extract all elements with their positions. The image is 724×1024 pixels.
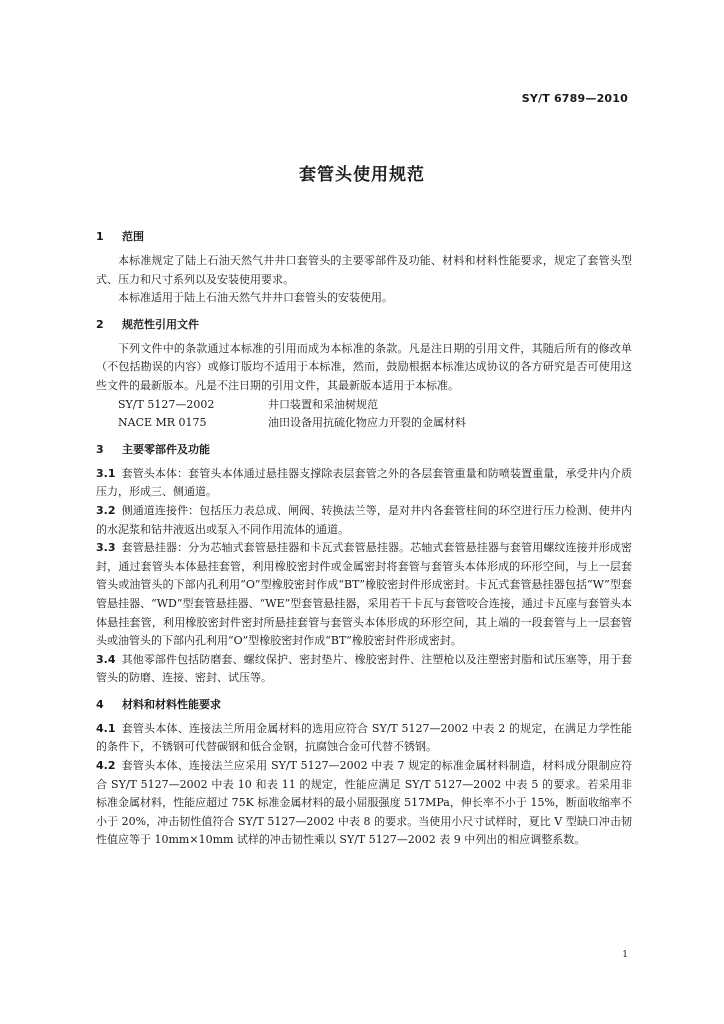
clause-text: 侧通道连接件：包括压力表总成、闸阀、转换法兰等，是对井内各套管柱间的环空进行压力检测、使井内的水泥浆和钻井液返出或泵入不同作用流体的通道。: [96, 503, 632, 536]
reference-code: NACE MR 0175: [118, 416, 207, 430]
clause-number: 3.4: [96, 652, 116, 666]
clause-text: 套管头本体：套管头本体通过悬挂器支撑除表层套管之外的各层套管重量和防喷装置重量，承受井内介质压力，形成三、侧通道。: [96, 466, 632, 499]
clause-text: 其他零部件包括防磨套、螺纹保护、密封垫片、橡胶密封件、注塑枪以及注塑密封脂和试压塞等，用于套管头的防磨、连接、密封、试压等。: [96, 652, 632, 685]
section-4-heading: [96, 696, 632, 714]
reference-code: SY/T 5127—2002: [118, 397, 215, 411]
clause-paragraph: [96, 720, 632, 757]
clause-text: 套管悬挂器：分为芯轴式套管悬挂器和卡瓦式套管悬挂器。芯轴式套管悬挂器与套管用螺纹连接并形成密封，通过套管头本体悬挂套管，利用橡胶密封件或金属密封将套管与套管头本体形成的环形空间，与上一层套管头或油管头的下部内孔利用“O”型橡胶密封作成“BT”橡胶密封件形成密封。卡瓦式套管悬挂器包括“W”型套管悬挂器、“WD”型套管悬挂器、“WE”型套管悬挂器，采用若干卡瓦与套管咬合连接，通过卡瓦座与套管头本体悬挂套管，利用橡胶密封件密封所悬挂套管与套管头本体形成的环形空间，其上端的一段套管与上一层套管头或油管头的下部内孔利用“O”型橡胶密封作成“BT”橡胶密封件形成密封。: [96, 541, 632, 648]
clause-paragraph: [96, 757, 632, 850]
standard-code: SY/T 6789—2010: [521, 92, 628, 105]
clause-paragraph: [96, 539, 632, 651]
section-title: 范围: [122, 230, 144, 243]
section-title: 主要零部件及功能: [122, 442, 210, 456]
section-2-heading: [96, 316, 632, 334]
section-number: 4: [96, 697, 104, 711]
document-body: [96, 228, 632, 850]
clause-paragraph: [96, 502, 632, 539]
section-number: 3: [96, 442, 104, 456]
scope-paragraph: 本标准适用于陆上石油天然气井井口套管头的安装使用。: [118, 291, 393, 305]
clause-paragraph: [96, 465, 632, 502]
page-number: 1: [622, 950, 628, 960]
clause-text: 套管头本体、连接法兰所用金属材料的选用应符合 SY/T 5127—2002 中表 2 的规定，在满足力学性能的条件下，不锈钢可代替碳钢和低合金钢，抗腐蚀合金可代替不锈钢。: [96, 721, 632, 754]
reference-title: 井口装置和采油树规范: [268, 397, 378, 411]
section-title: 规范性引用文件: [122, 317, 199, 331]
scope-paragraph: 本标准规定了陆上石油天然气井井口套管头的主要零部件及功能、材料和材料性能要求，规定了套管头型式、压力和尺寸系列以及安装使用要求。: [96, 254, 632, 286]
clause-text: 套管头本体、连接法兰应采用 SY/T 5127—2002 中表 7 规定的标准金属材料制造，材料成分限制应符合 SY/T 5127—2002 中表 10 和表 11 的规定，性能应满足 SY/T 5127—2002 中表 5 的要求。若采用非标准金属材料，性能应超过 75K 标准金属材料的最小屈服强度 517MPa，伸长率不小于 15%，断面收缩率不小于 20%，冲击韧性值符合 SY/T 5127—2002 中表 8 的要求。当使用小尺寸试样时，夏比 V 型缺口冲击韧性值应等于 10mm×10mm 试样的冲击韧性乘以 SY/T 5127—2002 表 9 中列出的相应调整系数。: [96, 759, 632, 847]
clause-number: 4.2: [96, 759, 116, 773]
section-3-heading: [96, 441, 632, 459]
section-number: 1: [96, 230, 104, 243]
normative-reference: [96, 414, 632, 433]
section-title: 材料和材料性能要求: [122, 697, 221, 711]
section-1-heading: [96, 228, 632, 246]
normative-intro-paragraph: 下列文件中的条款通过本标准的引用而成为本标准的条款。凡是注日期的引用文件，其随后所有的修改单（不包括勘误的内容）或修订版均不适用于本标准，然而，鼓励根据本标准达成协议的各方研究是否可使用这些文件的最新版本。凡是不注日期的引用文件，其最新版本适用于本标准。: [96, 341, 632, 392]
reference-title: 油田设备用抗硫化物应力开裂的金属材料: [268, 416, 466, 430]
clause-number: 4.1: [96, 721, 116, 735]
clause-number: 3.3: [96, 541, 116, 555]
section-number: 2: [96, 317, 104, 331]
clause-paragraph: [96, 651, 632, 688]
document-title: 套管头使用规范: [299, 165, 425, 185]
clause-number: 3.2: [96, 503, 116, 517]
clause-number: 3.1: [96, 466, 116, 480]
normative-reference: [96, 396, 632, 415]
